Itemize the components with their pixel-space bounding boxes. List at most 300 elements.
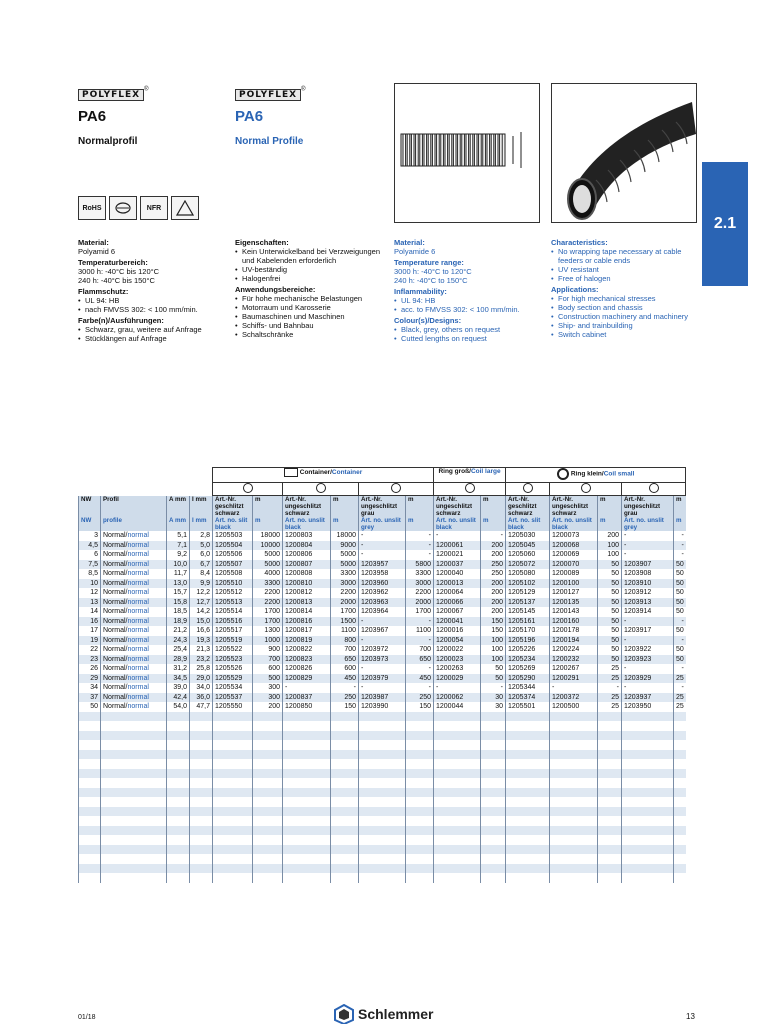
table-cell: 1203972 xyxy=(359,645,406,655)
table-cell: 1205145 xyxy=(506,607,550,617)
table-cell xyxy=(101,607,167,617)
table-cell: 50 xyxy=(598,579,622,589)
table-cell: 3300 xyxy=(331,569,359,579)
spec-bullet: • nach FMVSS 302: < 100 mm/min. xyxy=(85,305,228,314)
table-empty-cell xyxy=(331,731,359,741)
table-empty-cell xyxy=(190,864,213,874)
spec-heading: Characteristics: xyxy=(551,238,608,247)
table-empty-cell xyxy=(598,750,622,760)
table-cell: - xyxy=(622,541,674,551)
table-cell: 12 xyxy=(79,588,101,598)
table-cell: 6,7 xyxy=(190,560,213,570)
table-empty-cell xyxy=(674,759,686,769)
rohs-icon: RoHS xyxy=(78,196,106,220)
spec-bullet: • UV-beständig xyxy=(242,265,385,274)
table-empty-cell xyxy=(283,807,331,817)
table-empty-cell xyxy=(481,873,506,883)
table-cell xyxy=(101,588,167,598)
table-cell: 14,2 xyxy=(190,607,213,617)
spec-bullet: • Ship- and trainbuilding xyxy=(558,321,701,330)
table-empty-cell xyxy=(283,788,331,798)
table-cell: - xyxy=(622,636,674,646)
table-empty-cell xyxy=(506,835,550,845)
table-empty-cell xyxy=(253,826,283,836)
tube-rib xyxy=(483,134,486,166)
table-cell: 250 xyxy=(481,569,506,579)
table-empty-cell xyxy=(283,797,331,807)
table-cell: 24,3 xyxy=(167,636,190,646)
spec-heading: Material: xyxy=(78,238,109,247)
table-cell: 9,9 xyxy=(190,579,213,589)
spec-bullet: • For high mechanical stresses xyxy=(558,294,701,303)
column-header-en: m xyxy=(674,517,686,531)
tube-rib xyxy=(407,134,410,166)
table-cell: 1200194 xyxy=(550,636,598,646)
spec-bullet: • acc. to FMVSS 302: < 100 mm/min. xyxy=(401,305,544,314)
table-empty-cell xyxy=(622,816,674,826)
column-header-de: Art.-Nr. ungeschlitzt grau xyxy=(359,496,406,518)
table-empty-row xyxy=(79,835,686,845)
table-empty-cell xyxy=(481,712,506,722)
table-empty-cell xyxy=(190,731,213,741)
table-empty-cell xyxy=(190,854,213,864)
table-empty-row xyxy=(79,816,686,826)
table-empty-cell xyxy=(213,750,253,760)
ring-icon xyxy=(391,483,401,493)
column-header-de: Art.-Nr. ungeschlitzt grau xyxy=(622,496,674,518)
table-cell: 1100 xyxy=(331,626,359,636)
table-cell: 1205269 xyxy=(506,664,550,674)
table-empty-cell xyxy=(167,740,190,750)
table-cell: 12,2 xyxy=(190,588,213,598)
table-empty-cell xyxy=(213,759,253,769)
table-empty-cell xyxy=(506,759,550,769)
table-cell: 1205534 xyxy=(213,683,253,693)
table-empty-cell xyxy=(253,807,283,817)
table-empty-cell xyxy=(253,835,283,845)
table-cell: - xyxy=(359,531,406,541)
table-empty-cell xyxy=(406,816,434,826)
spec-bullet-list xyxy=(235,294,385,339)
table-empty-cell xyxy=(481,845,506,855)
table-cell: 1205522 xyxy=(213,645,253,655)
table-cell: 54,0 xyxy=(167,702,190,712)
spec-line: 240 h: -40°C bis 150°C xyxy=(78,276,155,285)
table-cell: 1200040 xyxy=(434,569,481,579)
coil-small-label-en: Coil small xyxy=(603,470,635,478)
profile-de: Normal/ xyxy=(103,665,128,673)
table-cell: 5000 xyxy=(331,560,359,570)
table-cell: 50 xyxy=(674,655,686,665)
spec-heading: Inflammability: xyxy=(394,287,447,296)
table-empty-cell xyxy=(598,845,622,855)
table-empty-row xyxy=(79,807,686,817)
coil-icon xyxy=(557,468,569,480)
table-cell: - xyxy=(674,664,686,674)
table-empty-cell xyxy=(101,778,167,788)
coil-small-label-de: Ring klein/ xyxy=(570,470,604,478)
table-empty-cell xyxy=(101,721,167,731)
table-cell: 23 xyxy=(79,655,101,665)
table-cell: - xyxy=(550,683,598,693)
table-empty-cell xyxy=(506,788,550,798)
table-empty-cell xyxy=(167,873,190,883)
table-empty-cell xyxy=(253,816,283,826)
profile-en: normal xyxy=(127,703,149,711)
coil-large-group-header xyxy=(434,468,506,483)
table-empty-cell xyxy=(622,759,674,769)
product-table xyxy=(78,467,686,883)
table-cell: 700 xyxy=(253,655,283,665)
table-empty-cell xyxy=(167,731,190,741)
table-row xyxy=(79,664,686,674)
table-cell: 50 xyxy=(674,569,686,579)
table-empty-cell xyxy=(283,873,331,883)
table-empty-cell xyxy=(550,873,598,883)
table-empty-cell xyxy=(79,826,101,836)
table-cell: 29,0 xyxy=(190,674,213,684)
table-cell: 250 xyxy=(481,560,506,570)
table-cell: 50 xyxy=(674,579,686,589)
table-cell: 50 xyxy=(674,588,686,598)
spec-heading: Temperaturbereich: xyxy=(78,258,148,267)
table-empty-cell xyxy=(406,873,434,883)
spec-line: Polyamid 6 xyxy=(78,247,116,256)
page-number: 13 xyxy=(686,1012,695,1021)
table-cell: 1203979 xyxy=(359,674,406,684)
table-empty-cell xyxy=(283,712,331,722)
table-empty-cell xyxy=(283,740,331,750)
table-empty-cell xyxy=(550,769,598,779)
table-empty-cell xyxy=(101,712,167,722)
table-cell: 13,0 xyxy=(167,579,190,589)
table-empty-cell xyxy=(359,759,406,769)
table-empty-cell xyxy=(190,797,213,807)
table-cell: 1200064 xyxy=(434,588,481,598)
spec-bullet-list xyxy=(78,325,228,343)
table-cell: 5000 xyxy=(253,560,283,570)
left-product-subtitle: Normalprofil xyxy=(78,136,138,147)
spec-bullet: • Stücklängen auf Anfrage xyxy=(85,334,228,343)
tube-rib xyxy=(424,134,427,166)
table-cell: 23,2 xyxy=(190,655,213,665)
table-row xyxy=(79,550,686,560)
table-empty-cell xyxy=(550,778,598,788)
table-row xyxy=(79,702,686,712)
table-cell: 1205196 xyxy=(506,636,550,646)
table-cell: 37 xyxy=(79,693,101,703)
profile-de: Normal/ xyxy=(103,655,128,663)
table-cell: 25 xyxy=(674,693,686,703)
table-cell: 2200 xyxy=(406,588,434,598)
table-empty-cell xyxy=(359,835,406,845)
table-cell: 3300 xyxy=(406,569,434,579)
table-cell: 200 xyxy=(481,588,506,598)
table-cell xyxy=(101,645,167,655)
table-cell: 1205503 xyxy=(213,531,253,541)
table-empty-cell xyxy=(406,845,434,855)
table-empty-row xyxy=(79,826,686,836)
table-empty-cell xyxy=(167,854,190,864)
table-empty-cell xyxy=(406,769,434,779)
spec-bullet: • Motorraum und Karosserie xyxy=(242,303,385,312)
table-empty-cell xyxy=(550,826,598,836)
table-empty-cell xyxy=(598,778,622,788)
table-cell: 1205523 xyxy=(213,655,253,665)
table-cell: 1203960 xyxy=(359,579,406,589)
table-cell: 50 xyxy=(598,626,622,636)
table-cell xyxy=(101,636,167,646)
spec-heading: Applications: xyxy=(551,285,599,294)
column-header-en: Art. no. slit black xyxy=(213,517,253,531)
table-empty-cell xyxy=(79,864,101,874)
table-cell: 1205344 xyxy=(506,683,550,693)
table-cell: - xyxy=(674,531,686,541)
table-empty-cell xyxy=(674,788,686,798)
table-cell: 21,2 xyxy=(167,626,190,636)
spec-heading: Flammschutz: xyxy=(78,287,129,296)
table-cell: 650 xyxy=(331,655,359,665)
table-empty-cell xyxy=(506,854,550,864)
table-empty-cell xyxy=(331,835,359,845)
table-empty-cell xyxy=(101,788,167,798)
brand-name: Schlemmer xyxy=(358,1006,434,1022)
table-cell: - xyxy=(598,683,622,693)
table-empty-cell xyxy=(167,750,190,760)
table-cell: 1200054 xyxy=(434,636,481,646)
table-empty-cell xyxy=(283,835,331,845)
table-cell: 17 xyxy=(79,626,101,636)
table-cell: 1205517 xyxy=(213,626,253,636)
table-empty-cell xyxy=(359,826,406,836)
table-empty-cell xyxy=(101,826,167,836)
column-header-de: I mm xyxy=(190,496,213,518)
table-cell: 39,0 xyxy=(167,683,190,693)
table-cell: 16,6 xyxy=(190,626,213,636)
table-empty-cell xyxy=(550,797,598,807)
table-cell: 1205072 xyxy=(506,560,550,570)
table-cell: 25 xyxy=(674,702,686,712)
table-cell: 15,0 xyxy=(190,617,213,627)
table-empty-cell xyxy=(674,721,686,731)
table-cell: 200 xyxy=(253,702,283,712)
right-product-subtitle: Normal Profile xyxy=(235,136,304,147)
table-cell: 1300 xyxy=(253,626,283,636)
table-cell: 1205060 xyxy=(506,550,550,560)
table-cell: 18,9 xyxy=(167,617,190,627)
table-row xyxy=(79,674,686,684)
table-empty-row xyxy=(79,750,686,760)
table-cell: 1203973 xyxy=(359,655,406,665)
profile-de: Normal/ xyxy=(103,541,128,549)
table-cell: 8,5 xyxy=(79,569,101,579)
table-cell: 25 xyxy=(598,693,622,703)
table-empty-cell xyxy=(481,816,506,826)
table-cell: 1200016 xyxy=(434,626,481,636)
table-empty-cell xyxy=(622,712,674,722)
table-empty-cell xyxy=(598,721,622,731)
table-empty-row xyxy=(79,778,686,788)
table-empty-cell xyxy=(101,759,167,769)
left-product-header: POLYFLEX® PA6 Normalprofil xyxy=(78,86,149,147)
table-empty-cell xyxy=(253,797,283,807)
column-header-de: m xyxy=(598,496,622,518)
table-empty-cell xyxy=(101,854,167,864)
profile-en: normal xyxy=(127,541,149,549)
spec-bullet: • Schwarz, grau, weitere auf Anfrage xyxy=(85,325,228,334)
table-empty-cell xyxy=(213,788,253,798)
table-empty-cell xyxy=(101,797,167,807)
table-row xyxy=(79,693,686,703)
table-cell: 100 xyxy=(598,541,622,551)
table-empty-cell xyxy=(598,759,622,769)
table-cell: 1203917 xyxy=(622,626,674,636)
profile-en: normal xyxy=(127,551,149,559)
tube-rib xyxy=(491,134,494,166)
table-cell: 1205516 xyxy=(213,617,253,627)
table-cell: 500 xyxy=(253,674,283,684)
column-header-en: m xyxy=(253,517,283,531)
profile-de: Normal/ xyxy=(103,703,128,711)
table-cell: 1000 xyxy=(253,636,283,646)
table-cell: 1200829 xyxy=(283,674,331,684)
table-empty-cell xyxy=(506,797,550,807)
table-empty-cell xyxy=(331,873,359,883)
table-cell: - xyxy=(406,531,434,541)
table-empty-cell xyxy=(253,845,283,855)
table-cell: 5800 xyxy=(406,560,434,570)
table-empty-cell xyxy=(406,731,434,741)
table-empty-cell xyxy=(253,750,283,760)
column-header-de: Art.-Nr. ungeschlitzt schwarz xyxy=(434,496,481,518)
table-empty-cell xyxy=(79,712,101,722)
table-cell: - xyxy=(622,664,674,674)
table-empty-cell xyxy=(674,769,686,779)
table-cell: 3000 xyxy=(406,579,434,589)
table-empty-cell xyxy=(359,788,406,798)
table-cell: 200 xyxy=(481,598,506,608)
table-cell: 2,8 xyxy=(190,531,213,541)
table-row xyxy=(79,541,686,551)
table-cell: 1205519 xyxy=(213,636,253,646)
column-header-de: NW xyxy=(79,496,101,518)
profile-en: normal xyxy=(127,665,149,673)
column-header-en: m xyxy=(481,517,506,531)
column-header-de: Art.-Nr. geschlitzt schwarz xyxy=(506,496,550,518)
table-cell: 150 xyxy=(481,617,506,627)
table-cell: 1205512 xyxy=(213,588,253,598)
table-cell xyxy=(101,617,167,627)
table-cell: 1203912 xyxy=(622,588,674,598)
table-cell: 200 xyxy=(598,531,622,541)
table-cell: 25,4 xyxy=(167,645,190,655)
table-empty-cell xyxy=(506,873,550,883)
coil-small-group-header xyxy=(506,468,686,483)
table-empty-cell xyxy=(481,731,506,741)
table-cell: 150 xyxy=(481,626,506,636)
table-cell: 1200803 xyxy=(283,531,331,541)
table-empty-row xyxy=(79,788,686,798)
ring-icon-cell xyxy=(359,483,434,496)
table-cell: 10 xyxy=(79,579,101,589)
table-cell: 25,8 xyxy=(190,664,213,674)
table-empty-cell xyxy=(79,731,101,741)
table-cell: 1200100 xyxy=(550,579,598,589)
table-empty-cell xyxy=(550,864,598,874)
table-row xyxy=(79,617,686,627)
table-cell: 1203967 xyxy=(359,626,406,636)
table-cell: 1205137 xyxy=(506,598,550,608)
table-empty-cell xyxy=(213,826,253,836)
table-cell: 1205290 xyxy=(506,674,550,684)
table-cell: 1200073 xyxy=(550,531,598,541)
table-empty-cell xyxy=(406,854,434,864)
table-cell: 1700 xyxy=(406,607,434,617)
table-ring-icon-row xyxy=(79,483,686,496)
table-empty-cell xyxy=(213,769,253,779)
tube-rib xyxy=(411,134,414,166)
table-empty-cell xyxy=(622,864,674,874)
table-cell: - xyxy=(622,531,674,541)
profile-de: Normal/ xyxy=(103,608,128,616)
profile-en: normal xyxy=(127,608,149,616)
table-cell: 200 xyxy=(481,607,506,617)
table-cell: 50 xyxy=(79,702,101,712)
table-empty-cell xyxy=(167,826,190,836)
table-cell: 1200143 xyxy=(550,607,598,617)
table-cell: 1100 xyxy=(406,626,434,636)
table-empty-row xyxy=(79,845,686,855)
certification-icons xyxy=(78,196,199,220)
table-cell: 25 xyxy=(674,674,686,684)
tube-rib xyxy=(449,134,452,166)
table-cell: - xyxy=(674,636,686,646)
spec-bullet-list xyxy=(235,247,385,283)
table-cell: 9,2 xyxy=(167,550,190,560)
table-empty-cell xyxy=(506,864,550,874)
table-cell: 50 xyxy=(674,598,686,608)
table-empty-cell xyxy=(253,712,283,722)
tube-rib xyxy=(445,134,448,166)
table-empty-cell xyxy=(331,864,359,874)
column-header-en: Art. no. unslit black xyxy=(550,517,598,531)
table-cell: 1200023 xyxy=(434,655,481,665)
table-cell: 5,1 xyxy=(167,531,190,541)
table-empty-cell xyxy=(79,835,101,845)
table-cell: 1205508 xyxy=(213,569,253,579)
table-cell: 250 xyxy=(406,693,434,703)
table-empty-cell xyxy=(598,873,622,883)
table-empty-cell xyxy=(550,845,598,855)
table-empty-cell xyxy=(167,721,190,731)
right-product-header: POLYFLEX® PA6 Normal Profile xyxy=(235,86,306,147)
spec-column-de-1 xyxy=(78,236,228,343)
spec-bullet: • UL 94: HB xyxy=(85,296,228,305)
table-empty-cell xyxy=(190,759,213,769)
spec-bullet: • Switch cabinet xyxy=(558,330,701,339)
table-empty-cell xyxy=(359,873,406,883)
table-empty-cell xyxy=(167,759,190,769)
table-cell: 1203964 xyxy=(359,607,406,617)
polyflex-logo: POLYFLEX xyxy=(235,89,301,101)
profile-de: Normal/ xyxy=(103,598,128,606)
table-cell: - xyxy=(622,550,674,560)
table-cell: 1205514 xyxy=(213,607,253,617)
table-empty-cell xyxy=(359,797,406,807)
table-cell: 1205102 xyxy=(506,579,550,589)
table-cell: 200 xyxy=(481,579,506,589)
table-empty-cell xyxy=(622,854,674,864)
